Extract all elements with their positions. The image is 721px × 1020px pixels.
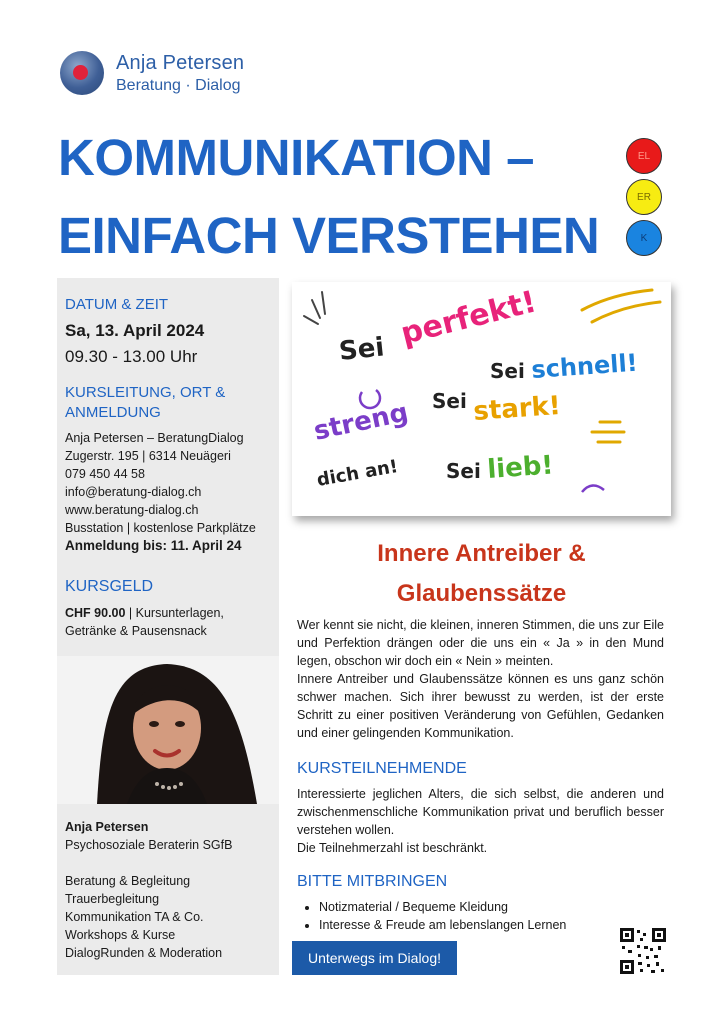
phone: 079 450 44 58: [65, 467, 145, 481]
page-title-line1: KOMMUNIKATION –: [58, 129, 535, 186]
price-includes: | Kursunterlagen,: [125, 606, 224, 620]
price-block: [65, 604, 279, 640]
logo-subtitle: Beratung · Dialog: [116, 77, 241, 94]
word: Sei: [337, 332, 386, 367]
info-sidebar: [57, 278, 279, 656]
website-link[interactable]: www.beratung-dialog.ch: [65, 503, 199, 517]
mitbringen-label: BITTE MITBRINGEN: [297, 873, 448, 890]
list-item: • Interesse & Freude am lebenslangen Lernen: [319, 916, 627, 934]
circle-er: ER: [626, 179, 662, 215]
email-link[interactable]: info@beratung-dialog.ch: [65, 485, 202, 499]
service-item: Kommunikation TA & Co.: [65, 910, 204, 924]
logo-mark: [60, 51, 104, 95]
datum-label: DATUM & ZEIT: [65, 296, 169, 313]
mitbringen-list: [297, 898, 627, 934]
registration-deadline: Anmeldung bis: 11. April 24: [65, 538, 242, 553]
profile-role: Psychosoziale Beraterin SGfB: [65, 838, 233, 852]
logo-name: Anja Petersen: [116, 52, 245, 74]
word: lieb!: [486, 450, 555, 485]
qr-code-icon: [620, 928, 666, 974]
profile-box: [57, 804, 279, 975]
teilnehmende-paragraph: Interessierte jeglichen Alters, die sich selbst, die anderen und zwischenmenschliche Kommunikation privat und beruflich besser verstehen wollen.: [297, 787, 664, 837]
circle-el: EL: [626, 138, 662, 174]
antreiber-illustration: [292, 282, 671, 516]
service-item: Workshops & Kurse: [65, 928, 176, 942]
teilnehmende-limit: Die Teilnehmerzahl ist beschränkt.: [297, 841, 488, 855]
teilnehmende-text: [297, 785, 664, 857]
word: Sei: [490, 359, 525, 383]
services-list: [65, 872, 222, 962]
word: schnell!: [530, 348, 639, 384]
service-item: DialogRunden & Moderation: [65, 946, 223, 960]
price: CHF 90.00: [65, 606, 126, 620]
teilnehmende-label: KURSTEILNEHMENDE: [297, 760, 467, 777]
portrait-photo: [57, 656, 279, 804]
address-line: Busstation | kostenlose Parkplätze: [65, 521, 256, 535]
word: stark!: [472, 390, 562, 427]
doodle-icon: [292, 282, 671, 516]
address-line: Anja Petersen – BeratungDialog: [65, 431, 244, 445]
logo-dot: [73, 65, 88, 80]
list-item: • Notizmaterial / Bequeme Kleidung: [319, 898, 627, 916]
word: streng: [311, 397, 411, 447]
intro-paragraph: Wer kennt sie nicht, die kleinen, inneren Stimmen, die uns zur Eile und Perfektion drängen oder die uns ein « Ja » in den Mund legen, obschon wir doch ein « Nein » meinten.: [297, 618, 664, 668]
word: dich an!: [315, 456, 400, 491]
service-item: Trauerbegleitung: [65, 892, 160, 906]
address-block: [65, 429, 279, 555]
intro-text: [297, 616, 664, 742]
section-heading-line2: Glaubenssätze: [396, 580, 567, 607]
kursleitung-label: KURSLEITUNG, ORT & ANMELDUNG: [65, 384, 226, 421]
event-time: 09.30 - 13.00 Uhr: [65, 347, 198, 366]
word: perfekt!: [397, 284, 540, 352]
qr-code[interactable]: [620, 928, 666, 974]
address-line: Zugerstr. 195 | 6314 Neuägeri: [65, 449, 231, 463]
service-item: Beratung & Begleitung: [65, 874, 191, 888]
circle-k: K: [626, 220, 662, 256]
dialog-button[interactable]: Unterwegs im Dialog!: [292, 941, 457, 975]
section-heading-line1: Innere Antreiber &: [377, 540, 586, 567]
page-title-line2: EINFACH VERSTEHEN: [58, 207, 600, 264]
profile-name: Anja Petersen: [65, 820, 149, 834]
portrait-icon: [57, 656, 279, 804]
word: Sei: [432, 389, 467, 413]
intro-paragraph-2: Innere Antreiber und Glaubenssätze können es uns ganz schön schwer machen. Sich ihrer bewusst zu werden, ist der erste Schritt zu einer positiven Veränderung von Gefühlen, Gedanken und einer gelingenden Kommunikation.: [297, 672, 664, 740]
kursgeld-label: KURSGELD: [65, 578, 154, 595]
word: Sei: [446, 459, 481, 483]
event-date: Sa, 13. April 2024: [65, 321, 205, 340]
price-includes-line2: Getränke & Pausensnack: [65, 624, 207, 638]
